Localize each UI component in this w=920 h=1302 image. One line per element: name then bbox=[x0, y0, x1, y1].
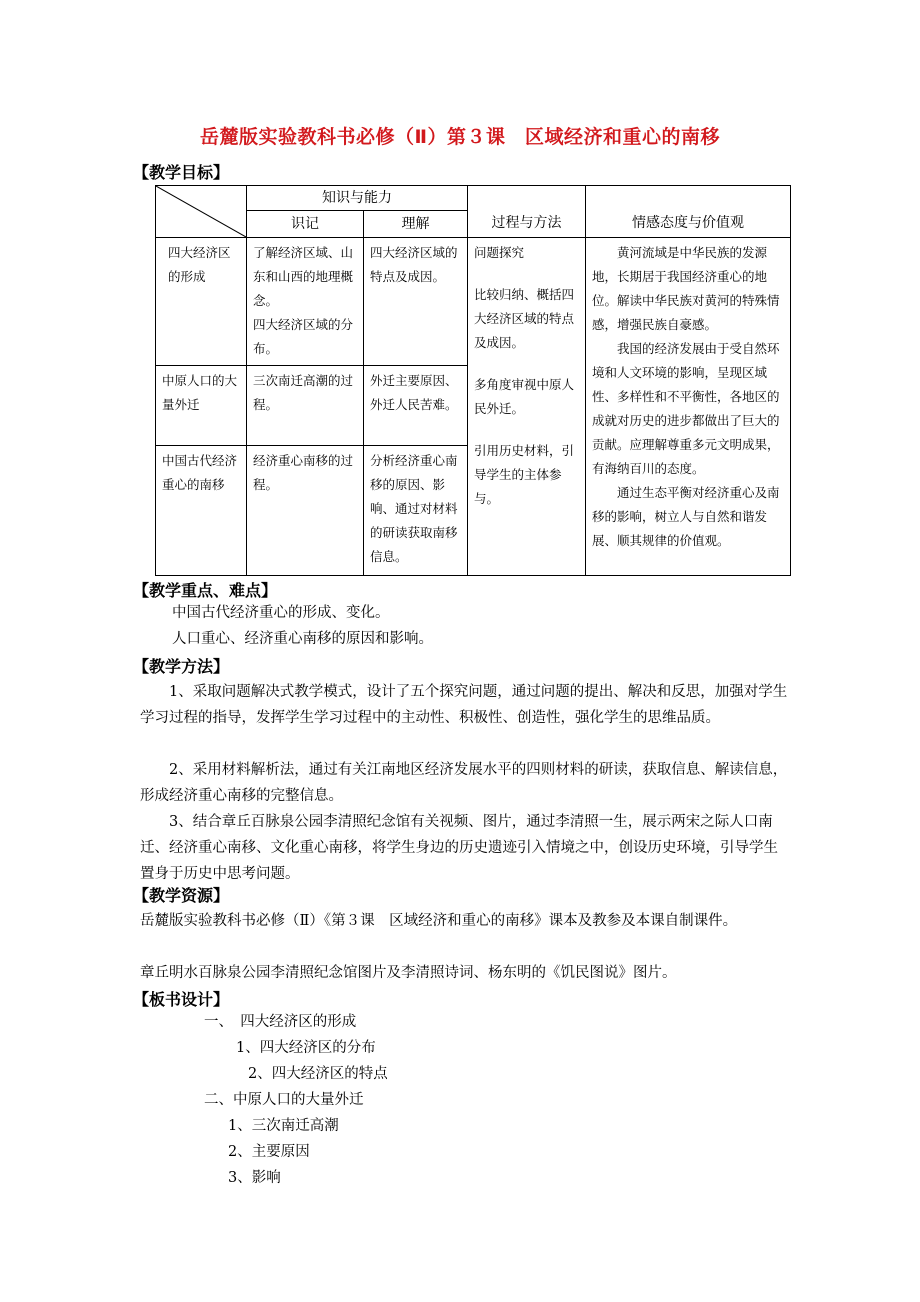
row-understand-2: 外迁主要原因、外迁人民苦难。 bbox=[364, 366, 468, 446]
section-heading-methods: 【教学方法】 bbox=[133, 657, 230, 676]
resource-item-2: 章丘明水百脉泉公园李清照纪念馆图片及李清照诗词、杨东明的《饥民图说》图片。 bbox=[140, 965, 677, 981]
header-recall: 识记 bbox=[247, 211, 364, 238]
board-line-7: 3、影响 bbox=[228, 1170, 281, 1186]
row-topic-3: 中国古代经济重心的南移 bbox=[156, 446, 247, 576]
method-item-2: 2、采用材料解析法，通过有关江南地区经济发展水平的四则材料的研读，获取信息、解读信息，形成经济重心南移的完整信息。 bbox=[140, 762, 788, 804]
emotion-para-2: 我国的经济发展由于受自然环境和人文环境的影响，呈现区域性、多样性和不平衡性，各地区的成就对历史的进步都做出了巨大的贡献。应理解尊重多元文明成果，有海纳百川的态度。 bbox=[592, 341, 780, 476]
row-recall-1-a: 了解经济区域、山东和山西的地理概念。 bbox=[253, 245, 354, 308]
process-cell bbox=[468, 238, 586, 576]
row-recall-3: 经济重心南移的过程。 bbox=[247, 446, 364, 576]
method-item-3: 3、结合章丘百脉泉公园李清照纪念馆有关视频、图片，通过李清照一生，展示两宋之际人口南迁、经济重心南移、文化重心南移，将学生身边的历史遗迹引入情境之中，创设历史环境，引导学生置身于历史中思考问题。 bbox=[140, 814, 778, 882]
board-line-4: 二、中原人口的大量外迁 bbox=[204, 1092, 364, 1108]
row-understand-1: 四大经济区域的特点及成因。 bbox=[364, 238, 468, 366]
process-item-2: 比较归纳、概括四大经济区域的特点及成因。 bbox=[474, 287, 575, 350]
row-recall-1 bbox=[247, 238, 364, 366]
process-item-1: 问题探究 bbox=[474, 245, 525, 260]
header-process: 过程与方法 bbox=[468, 186, 586, 238]
section-heading-objectives: 【教学目标】 bbox=[133, 163, 230, 182]
section-heading-board: 【板书设计】 bbox=[133, 990, 230, 1009]
section-heading-resources: 【教学资源】 bbox=[133, 886, 230, 905]
resource-item-1: 岳麓版实验教科书必修（Ⅱ）《第３课 区域经济和重心的南移》课本及教参及本课自制课件。 bbox=[140, 913, 738, 929]
row-topic-2: 中原人口的大量外迁 bbox=[156, 366, 247, 446]
board-line-5: 1、三次南迁高潮 bbox=[228, 1118, 339, 1134]
focus-item-1: 中国古代经济重心的形成、变化。 bbox=[172, 605, 390, 621]
row-understand-3: 分析经济重心南移的原因、影响、通过对材料的研读获取南移信息。 bbox=[364, 446, 468, 576]
header-emotion: 情感态度与价值观 bbox=[586, 186, 791, 238]
board-line-1: 一、 四大经济区的形成 bbox=[204, 1014, 357, 1030]
header-understand: 理解 bbox=[364, 211, 468, 238]
row-recall-1-b: 四大经济区域的分布。 bbox=[253, 317, 354, 356]
section-heading-focus: 【教学重点、难点】 bbox=[133, 581, 278, 600]
objectives-table bbox=[155, 185, 791, 576]
focus-item-2: 人口重心、经济重心南移的原因和影响。 bbox=[172, 631, 433, 647]
row-recall-2: 三次南迁高潮的过程。 bbox=[247, 366, 364, 446]
board-line-2: 1、四大经济区的分布 bbox=[236, 1040, 376, 1056]
method-item-1: 1、采取问题解决式教学模式，设计了五个探究问题，通过问题的提出、解决和反思，加强对学生学习过程的指导，发挥学生学习过程中的主动性、积极性、创造性，强化学生的思维品质。 bbox=[140, 684, 788, 726]
emotion-para-3: 通过生态平衡对经济重心及南移的影响，树立人与自然和谐发展、顺其规律的价值观。 bbox=[592, 485, 780, 548]
emotion-cell bbox=[586, 238, 791, 576]
process-item-4: 引用历史材料，引导学生的主体参与。 bbox=[474, 443, 575, 506]
process-item-3: 多角度审视中原人民外迁。 bbox=[474, 377, 575, 416]
diagonal-line bbox=[156, 186, 246, 237]
header-knowledge: 知识与能力 bbox=[247, 186, 468, 211]
table-corner-diagonal bbox=[156, 186, 247, 238]
board-line-3: 2、四大经济区的特点 bbox=[248, 1066, 388, 1082]
page-title: 岳麓版实验教科书必修（Ⅱ）第３课 区域经济和重心的南移 bbox=[199, 126, 721, 148]
emotion-para-1: 黄河流域是中华民族的发源地，长期居于我国经济重心的地位。解读中华民族对黄河的特殊情感，增强民族自豪感。 bbox=[592, 245, 780, 332]
row-topic-1: 四大经济区的形成 bbox=[156, 238, 247, 366]
board-line-6: 2、主要原因 bbox=[228, 1144, 310, 1160]
